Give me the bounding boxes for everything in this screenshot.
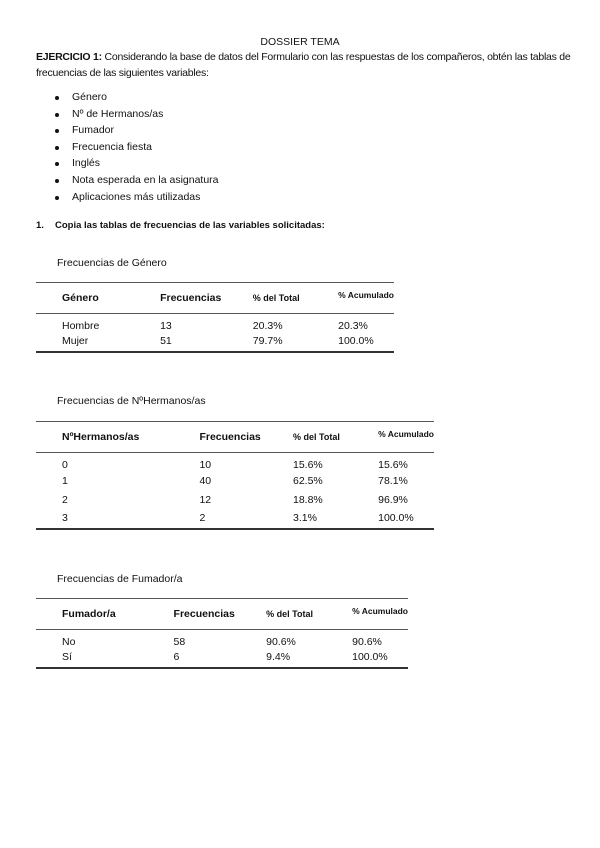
column-header: Fumador/a	[62, 608, 116, 620]
table-cell: 100.0%	[338, 334, 374, 347]
table-caption-genero: Frecuencias de Género	[57, 257, 167, 269]
table-header-row	[36, 422, 434, 453]
exercise-label: EJERCICIO 1:	[36, 51, 102, 63]
table-row	[36, 453, 434, 472]
table-row	[36, 314, 394, 333]
table-cell: 79.7%	[252, 334, 283, 347]
list-item: Nº de Hermanos/as	[52, 106, 219, 123]
table-cell: Mujer	[62, 334, 89, 347]
list-item: Género	[52, 89, 219, 106]
list-item: Aplicaciones más utilizadas	[52, 189, 219, 206]
question-heading	[36, 220, 325, 231]
table-cell: 15.6%	[293, 459, 323, 472]
table-cell: 51	[160, 334, 172, 347]
table-cell: 3	[62, 511, 68, 524]
table-row	[36, 649, 408, 668]
column-header: Género	[62, 292, 99, 304]
table-row	[36, 472, 434, 491]
table-cell: 100.0%	[378, 511, 414, 524]
frequency-table-fumador	[36, 598, 408, 669]
table-cell: 90.6%	[266, 636, 296, 649]
table-cell: 3.1%	[293, 511, 317, 524]
column-header: % Acumulado	[378, 429, 434, 439]
question-text: Copia las tablas de frecuencias de las variables solicitadas:	[55, 220, 325, 231]
list-item: Fumador	[52, 122, 219, 139]
table-cell: 96.9%	[378, 494, 408, 506]
exercise-intro	[36, 49, 576, 81]
table-cell: 0	[62, 459, 68, 472]
table-cell: 20.3%	[252, 320, 283, 333]
table-cell: 78.1%	[378, 475, 408, 487]
frequency-table-hermanos	[36, 421, 434, 530]
question-number: 1.	[36, 220, 44, 231]
column-header: % del Total	[293, 432, 340, 442]
table-cell: 9.4%	[266, 650, 291, 663]
table-cell: 10	[199, 459, 212, 472]
column-header: Frecuencias	[160, 292, 222, 304]
list-item: Frecuencia fiesta	[52, 139, 219, 156]
table-cell: 90.6%	[352, 636, 382, 649]
table-cell: 6	[173, 650, 180, 663]
table-cell: 2	[62, 494, 68, 506]
column-header: NºHermanos/as	[62, 431, 140, 443]
variables-list	[52, 89, 219, 205]
column-header: % del Total	[266, 609, 313, 619]
table-header-row	[36, 283, 394, 314]
table-row	[36, 510, 434, 529]
table-row	[36, 333, 394, 352]
table-row	[36, 491, 434, 510]
table-cell: 40	[199, 475, 212, 487]
table-cell: Sí	[62, 650, 72, 663]
exercise-text: Considerando la base de datos del Formulario con las respuestas de los compañeros, obtén las tablas de frecuencias de las siguientes variables:	[36, 51, 571, 79]
column-header: Frecuencias	[199, 431, 261, 443]
column-header: % Acumulado	[338, 290, 394, 300]
document-title: DOSSIER TEMA	[260, 36, 340, 48]
column-header: % del Total	[252, 293, 300, 303]
table-cell: 1	[62, 475, 68, 487]
table-cell: No	[62, 636, 76, 649]
list-item: Inglés	[52, 155, 219, 172]
table-cell: 15.6%	[378, 459, 408, 472]
table-cell: 18.8%	[293, 494, 323, 506]
table-cell: 13	[160, 320, 172, 333]
column-header: Frecuencias	[173, 608, 235, 620]
column-header: % Acumulado	[352, 606, 408, 616]
table-cell: 62.5%	[293, 475, 323, 487]
table-header-row	[36, 599, 408, 630]
table-cell: Hombre	[62, 320, 100, 333]
table-cell: 2	[199, 511, 206, 524]
frequency-table-genero	[36, 282, 394, 353]
table-cell: 58	[173, 636, 186, 649]
table-cell: 12	[199, 494, 212, 506]
table-caption-hermanos: Frecuencias de NºHermanos/as	[57, 395, 206, 407]
table-cell: 100.0%	[352, 650, 388, 663]
table-cell: 20.3%	[338, 320, 368, 333]
table-caption-fumador: Frecuencias de Fumador/a	[57, 573, 183, 585]
table-row	[36, 630, 408, 649]
list-item: Nota esperada en la asignatura	[52, 172, 219, 189]
